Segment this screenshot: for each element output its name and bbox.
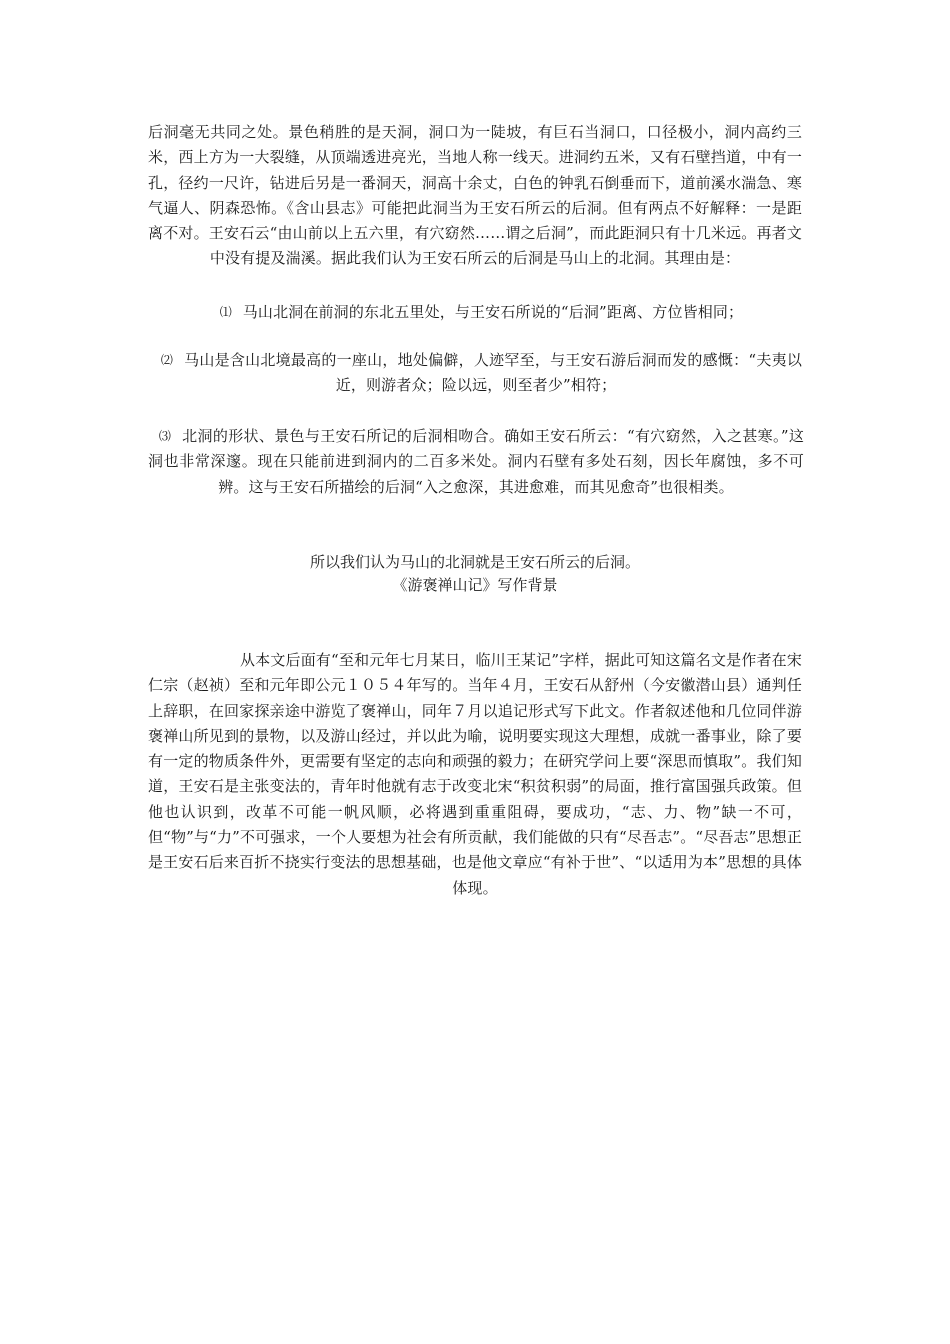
reason-item-3 xyxy=(148,424,804,500)
background-paragraph: 从本文后面有“至和元年七月某日，临川王某记”字样，据此可知这篇名文是作者在宋仁宗（赵祯）至和元年即公元１０５４年写的。当年４月，王安石从舒州（今安徽潜山县）通判任上辞职，在回家探亲途中游览了褒禅山，同年７月以追记形式写下此文。作者叙述他和几位同伴游褒禅山所见到的景物，以及游山经过，并以此为喻，说明要实现这大理想，成就一番事业，除了要有一定的物质条件外，更需要有坚定的志向和顽强的毅力；在研究学问上要“深思而慎取”。我们知道，王安石是主张变法的，青年时他就有志于改变北宋“积贫积弱”的局面，推行富国强兵政策。但他也认识到，改革不可能一帆风顺，必将遇到重重阻碍，要成功，“志、力、物”缺一不可，但“物”与“力”不可强求，一个人要想为社会有所贡献，我们能做的只有“尽吾志”。“尽吾志”思想正是王安石后来百折不挠实行变法的思想基础，也是他文章应“有补于世”、“以适用为本”思想的具体体现。 xyxy=(148,651,802,897)
reason-text-3: 北洞的形状、景色与王安石所记的后洞相吻合。确如王安石所云：“有穴窈然，入之甚寒。”这洞也非常深邃。现在只能前进到洞内的二百多米处。洞内石壁有多处石刻，因长年腐蚀，多不可辨。这与王安石所描绘的后洞“入之愈深，其进愈难，而其见愈奇”也很相类。 xyxy=(148,427,804,496)
reason-item-1 xyxy=(150,300,802,325)
reason-text-1: 马山北洞在前洞的东北五里处，与王安石所说的“后洞”距离、方位皆相同； xyxy=(242,303,744,321)
conclusion-line: 所以我们认为马山的北洞就是王安石所云的后洞。 xyxy=(309,553,640,571)
reason-text-2: 马山是含山北境最高的一座山，地处偏僻，人迹罕至，与王安石游后洞而发的感慨：“夫夷以近，则游者众；险以远，则至者少”相符； xyxy=(184,351,802,395)
reason-number-1: ⑴ xyxy=(219,305,232,319)
reason-number-2: ⑵ xyxy=(160,353,174,367)
reason-number-3: ⑶ xyxy=(158,429,172,443)
section-heading: 《游褒禅山记》写作背景 xyxy=(392,576,558,594)
intro-paragraph: 后洞毫无共同之处。景色稍胜的是天洞，洞口为一陡坡，有巨石当洞口，口径极小，洞内高约三米，西上方为一大裂缝，从顶端透进亮光，当地人称一线天。进洞约五米，又有石壁挡道，中有一孔，径约一尺许，钻进后另是一番洞天，洞高十余丈，白色的钟乳石倒垂而下，道前溪水湍急、寒气逼人、阴森恐怖。《含山县志》可能把此洞当为王安石所云的后洞。但有两点不好解释：一是距离不对。王安石云“由山前以上五六里，有穴窈然……谓之后洞”，而此距洞只有十几米远。再者文中没有提及湍溪。据此我们认为王安石所云的后洞是马山上的北洞。其理由是： xyxy=(148,123,802,268)
reason-item-2 xyxy=(150,348,802,399)
